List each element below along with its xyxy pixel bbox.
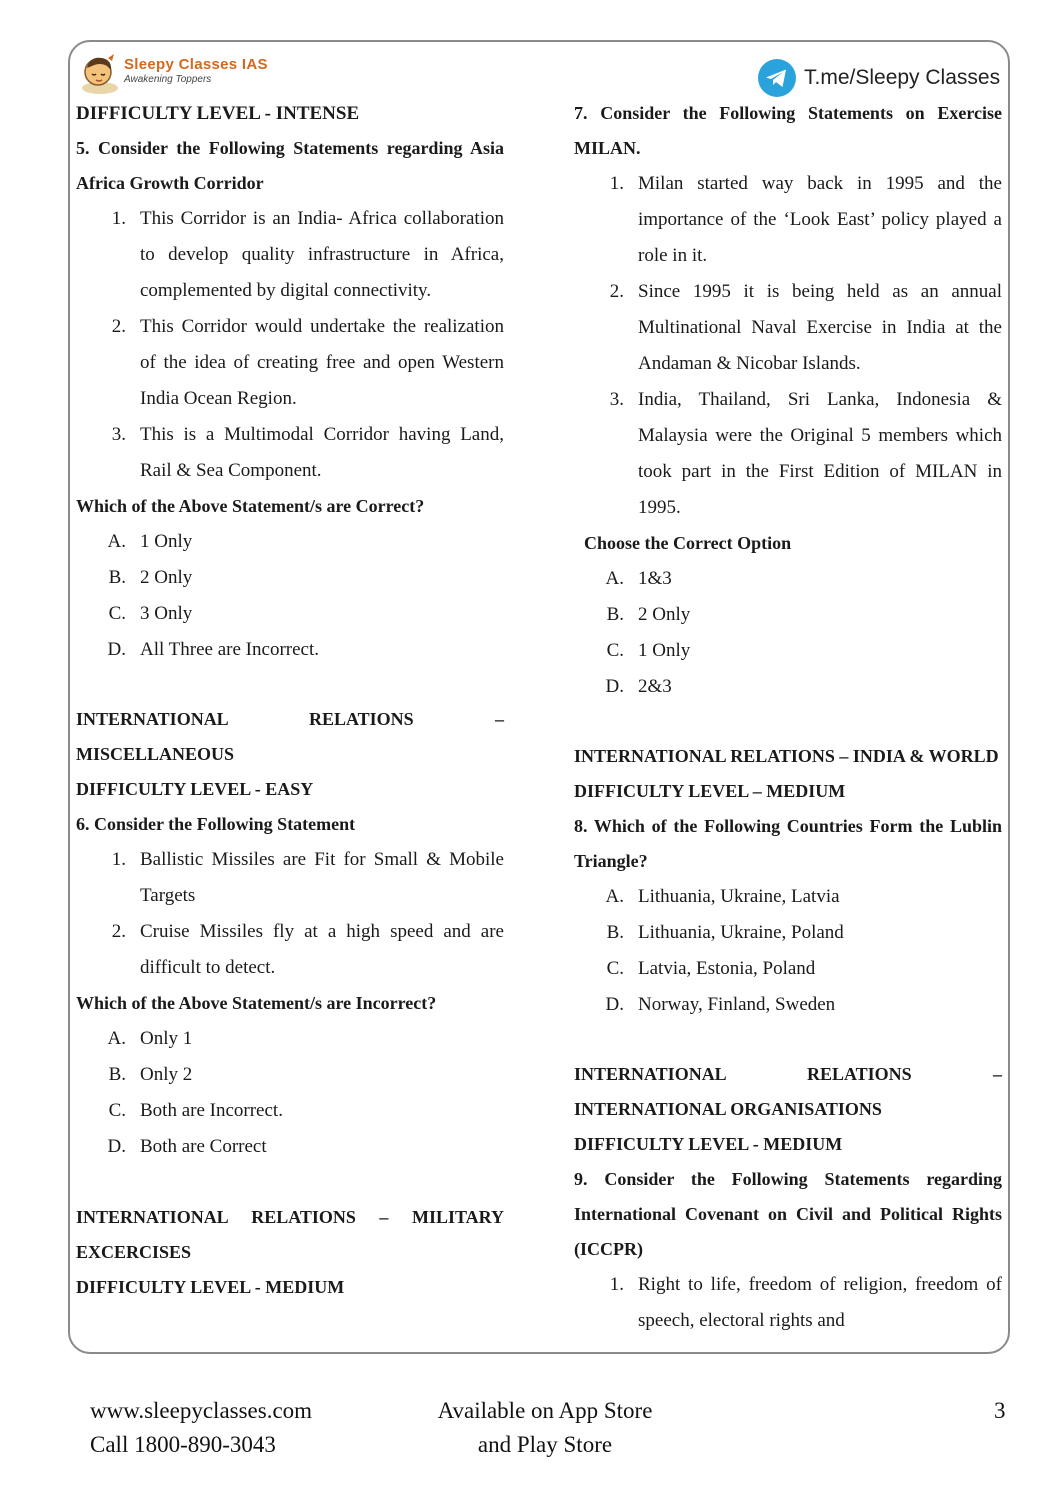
- spacer: [574, 705, 1002, 739]
- answer-option[interactable]: D. 2&3: [605, 676, 672, 697]
- question-prompt: Which of the Above Statement/s are Incorrect?: [76, 993, 437, 1013]
- right-column: [574, 96, 1002, 1339]
- answer-option[interactable]: A. 1&3: [605, 568, 672, 589]
- answer-option[interactable]: B. 2 Only: [606, 604, 691, 625]
- brand-logo[interactable]: [78, 52, 328, 98]
- section-heading: INTERNATIONAL RELATIONS – MILITARY EXCERCISES: [76, 1207, 504, 1262]
- website-link[interactable]: www.sleepyclasses.com: [90, 1398, 313, 1423]
- answer-option[interactable]: A. Only 1: [107, 1028, 193, 1049]
- brand-tagline: Awakening Toppers: [124, 74, 212, 85]
- spacer: [76, 1165, 504, 1200]
- statement: 1. Right to life, freedom of religion, freedom of speech, electoral rights and: [609, 1274, 1002, 1331]
- brand-name: Sleepy Classes IAS: [124, 56, 268, 73]
- answer-option[interactable]: D. Both are Correct: [107, 1136, 267, 1157]
- question-9-title: 9. Consider the Following Statements regarding International Covenant on Civil and Political Rights (ICCPR): [574, 1169, 1002, 1259]
- question-prompt: Choose the Correct Option: [584, 533, 792, 553]
- answer-option[interactable]: A. 1 Only: [107, 531, 193, 552]
- section-heading: INTERNATIONAL RELATIONS –: [574, 1064, 1002, 1084]
- statement: 1. Ballistic Missiles are Fit for Small & Mobile Targets: [111, 849, 504, 906]
- left-column: [76, 96, 504, 1305]
- difficulty-level: DIFFICULTY LEVEL – MEDIUM: [574, 781, 846, 801]
- answer-option[interactable]: B. Lithuania, Ukraine, Poland: [606, 922, 844, 943]
- answer-option[interactable]: C. 1 Only: [606, 640, 691, 661]
- phone-number[interactable]: Call 1800-890-3043: [90, 1432, 276, 1457]
- store-line-2: and Play Store: [477, 1432, 613, 1457]
- footer-store: [400, 1394, 690, 1462]
- mascot-logo-icon: [78, 52, 122, 96]
- difficulty-level: DIFFICULTY LEVEL - MEDIUM: [574, 1134, 843, 1154]
- telegram-label: T.me/Sleepy Classes: [804, 66, 1001, 89]
- spacer: [76, 668, 504, 702]
- answer-option[interactable]: A. Lithuania, Ukraine, Latvia: [605, 886, 840, 907]
- question-prompt: Which of the Above Statement/s are Correct?: [76, 496, 425, 516]
- section-heading: INTERNATIONAL ORGANISATIONS: [574, 1099, 882, 1119]
- statement: 1. This Corridor is an India- Africa collaboration to develop quality infrastructure in Africa, complemented by digital connectivity.: [111, 208, 504, 301]
- question-7-title: 7. Consider the Following Statements on Exercise MILAN.: [574, 103, 1002, 158]
- question-5-title: 5. Consider the Following Statements regarding Asia Africa Growth Corridor: [76, 138, 504, 193]
- telegram-link[interactable]: [758, 58, 1000, 98]
- answer-option[interactable]: D. All Three are Incorrect.: [107, 639, 319, 660]
- statement: 2. Since 1995 it is being held as an annual Multinational Naval Exercise in India at the Andaman & Nicobar Islands.: [609, 281, 1002, 374]
- statement: 3. India, Thailand, Sri Lanka, Indonesia & Malaysia were the Original 5 members which took part in the First Edition of MILAN in 1995.: [609, 389, 1002, 518]
- statement: 1. Milan started way back in 1995 and the importance of the ‘Look East’ policy played a role in it.: [609, 173, 1002, 266]
- page-number: 3: [994, 1398, 1006, 1423]
- question-6-title: 6. Consider the Following Statement: [76, 814, 356, 834]
- statement: 3. This is a Multimodal Corridor having Land, Rail & Sea Component.: [111, 424, 504, 481]
- footer-contact: [90, 1394, 312, 1462]
- answer-option[interactable]: C. Both are Incorrect.: [108, 1100, 283, 1121]
- section-heading: MISCELLANEOUS: [76, 744, 235, 764]
- difficulty-level: DIFFICULTY LEVEL - INTENSE: [76, 103, 360, 124]
- question-8-title: 8. Which of the Following Countries Form the Lublin Triangle?: [574, 816, 1002, 871]
- answer-option[interactable]: C. 3 Only: [108, 603, 193, 624]
- telegram-icon: [758, 59, 796, 97]
- difficulty-level: DIFFICULTY LEVEL - MEDIUM: [76, 1277, 345, 1297]
- store-line-1: Available on App Store: [437, 1398, 653, 1423]
- answer-option[interactable]: B. Only 2: [108, 1064, 193, 1085]
- statement: 2. This Corridor would undertake the realization of the idea of creating free and open Western India Ocean Region.: [111, 316, 504, 409]
- section-heading: INTERNATIONAL RELATIONS –: [76, 709, 504, 729]
- spacer: [574, 1023, 1002, 1057]
- answer-option[interactable]: D. Norway, Finland, Sweden: [605, 994, 836, 1015]
- answer-option[interactable]: C. Latvia, Estonia, Poland: [606, 958, 816, 979]
- answer-option[interactable]: B. 2 Only: [108, 567, 193, 588]
- section-heading: INTERNATIONAL RELATIONS – INDIA & WORLD: [574, 746, 999, 766]
- difficulty-level: DIFFICULTY LEVEL - EASY: [76, 779, 314, 799]
- statement: 2. Cruise Missiles fly at a high speed and are difficult to detect.: [111, 921, 504, 978]
